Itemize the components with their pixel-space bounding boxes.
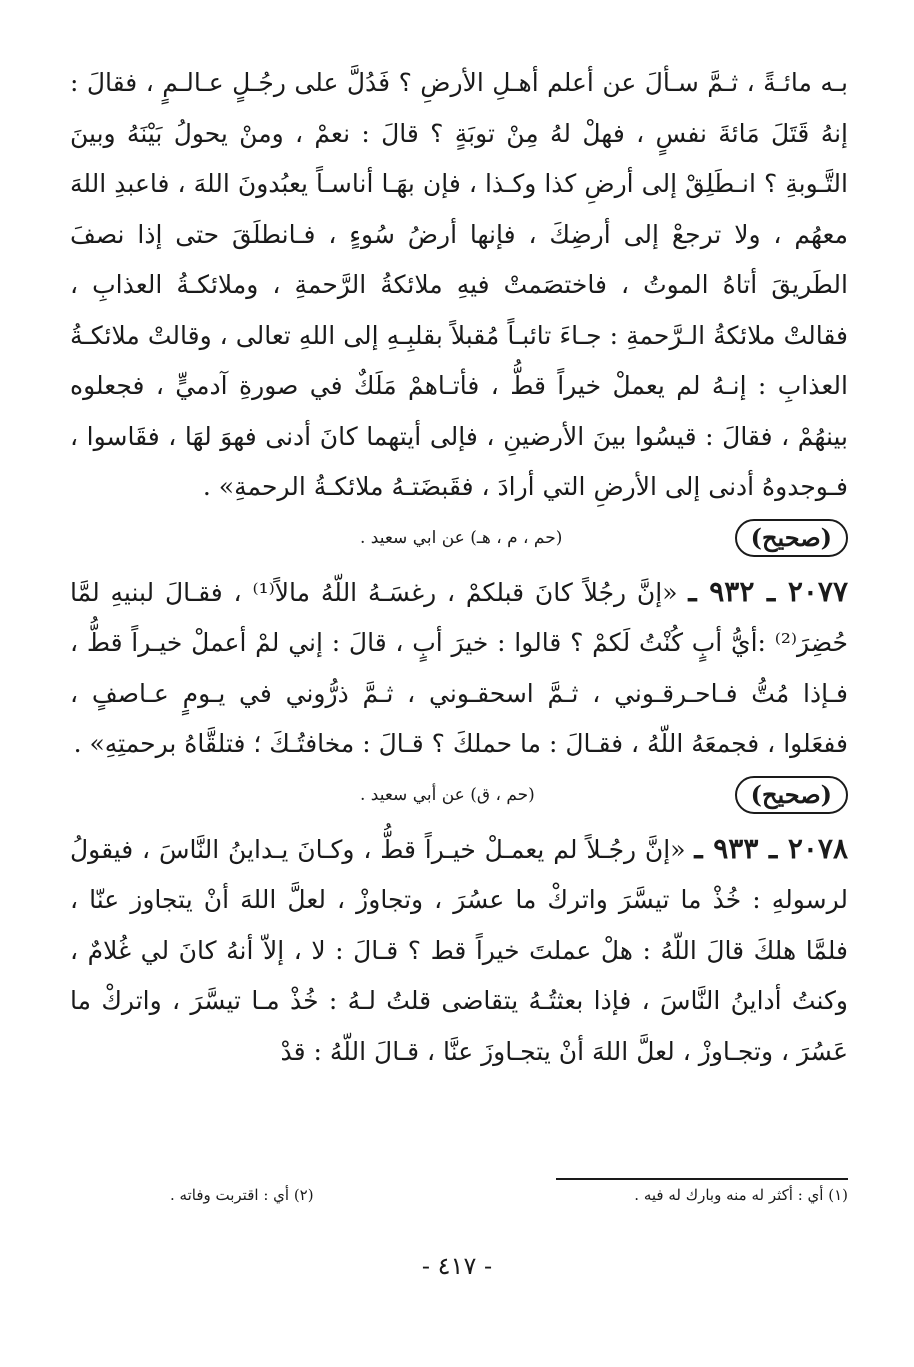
hadith-text: «إنَّ رجُلاً كانَ قبلكمْ ، رغسَـهُ اللّهُ مالاً⁽¹⁾ ، فقـالَ لبنيهِ لمَّا حُضِرَ⁽²⁾ :أيُّ أبٍ كُنْتُ لَكمْ ؟ قالوا : خيرَ أبٍ ، قالَ : إني لمْ أعملْ خيـراً قطُّ ، فـإذا مُتُّ فـاحـرقـوني ، ثـمَّ اسحقـوني ، ثـمَّ ذرُّوني في يـومٍ عـاصفٍ ، ففعَلوا ، فجمعَهُ اللّهُ ، فقـالَ : ما حملكَ ؟ قـالَ : مخافتُـكَ ؛ فتلقَّاهُ برحمتِهِ» . <box>70 577 848 758</box>
hadith-continuation-text <box>70 58 848 513</box>
hadith-text: «إنَّ رجُـلاً لم يعمـلْ خيـراً قطُّ ، وكـانَ يـداينُ النَّاسَ ، فيقولُ لرسولهِ : خُذْ ما تيسَّرَ واتركْ ما عسُرَ ، وتجاوزْ ، لعلَّ اللهَ أنْ يتجاوز عنّا ، فلمَّا هلكَ قالَ اللّهُ : هلْ عملتَ خيراً قط ؟ قـالَ : لا ، إلاّ أنهُ كانَ لي غُلامٌ ، وكنتُ أداينُ النَّاسَ ، فإذا بعثتُـهُ يتقاضى قلتُ لـهُ : خُذْ مـا تيسَّرَ ، واتركْ ما عَسُرَ ، وتجـاوزْ ، لعلَّ اللهَ أنْ يتجـاوزَ عنَّا ، قـالَ اللّهُ : قدْ <box>70 834 848 1066</box>
footnote-divider <box>556 1178 848 1180</box>
source-attribution: (حم ، م ، هـ) عن ابي سعيد . <box>360 527 563 548</box>
page-body <box>70 58 848 1077</box>
grade-row-1 <box>70 515 848 561</box>
grade-badge: (صحيح) <box>735 776 848 814</box>
hadith-number: ٢٠٧٨ ـ ٩٣٣ ـ <box>694 831 848 865</box>
footnote-1: (١) أي : أكثر له منه وبارك له فيه . <box>634 1186 848 1204</box>
hadith-2078 <box>70 824 848 1078</box>
hadith-2077 <box>70 567 848 770</box>
source-attribution: (حم ، ق) عن أبي سعيد . <box>360 784 535 805</box>
footnote-2: (٢) أي : اقتربت وفاته . <box>170 1186 314 1204</box>
footnotes <box>170 1186 848 1204</box>
grade-badge: (صحيح) <box>735 519 848 557</box>
grade-row-2 <box>70 772 848 818</box>
hadith-continuation-body: بـه مائـةً ، ثـمَّ سـألَ عن أعلم أهـلِ الأرضِ ؟ فَدُلَّ على رجُـلٍ عـالـمٍ ، فقالَ : إنهُ قَتَلَ مَائةَ نفسٍ ، فهلْ لهُ مِنْ توبَةٍ ؟ قالَ : نعمْ ، ومنْ يحولُ بَيْنَهُ وبينَ التَّـوبةِ ؟ انـطَلِقْ إلى أرضِ كذا وكـذا ، فإن بهَـا أناسـاً يعبُدونَ اللهَ ، فاعبدِ اللهَ معهُم ، ولا ترجعْ إلى أرضِكَ ، فإنها أرضُ سُوءٍ ، فـانطلَقَ حتى إذا نصفَ الطَريقَ أتاهُ الموتُ ، فاختصَمتْ فيهِ ملائكةُ الرَّحمةِ ، وملائكـةُ العذابِ ، فقالتْ ملائكةُ الـرَّحمةِ : جـاءَ تائبـاً مُقبلاً بقلبِـهِ إلى اللهِ تعالى ، وقالتْ ملائكـةُ العذابِ : إنـهُ لم يعملْ خيراً قطُّ ، فأتـاهمْ مَلَكٌ في صورةِ آدميٍّ ، فجعلوه بينهُمْ ، فقالَ : قيسُوا بينَ الأرضينِ ، فإلى أيتهما كانَ أدنى فهوَ لهَا ، فقَاسوا ، فـوجدوهُ أدنى إلى الأرضِ التي أرادَ ، فقَبضَتـهُ ملائكـةُ الرحمةِ» . <box>70 68 848 501</box>
page-number: - ٤١٧ - <box>421 1252 493 1280</box>
hadith-number: ٢٠٧٧ ـ ٩٣٢ ـ <box>688 574 848 608</box>
